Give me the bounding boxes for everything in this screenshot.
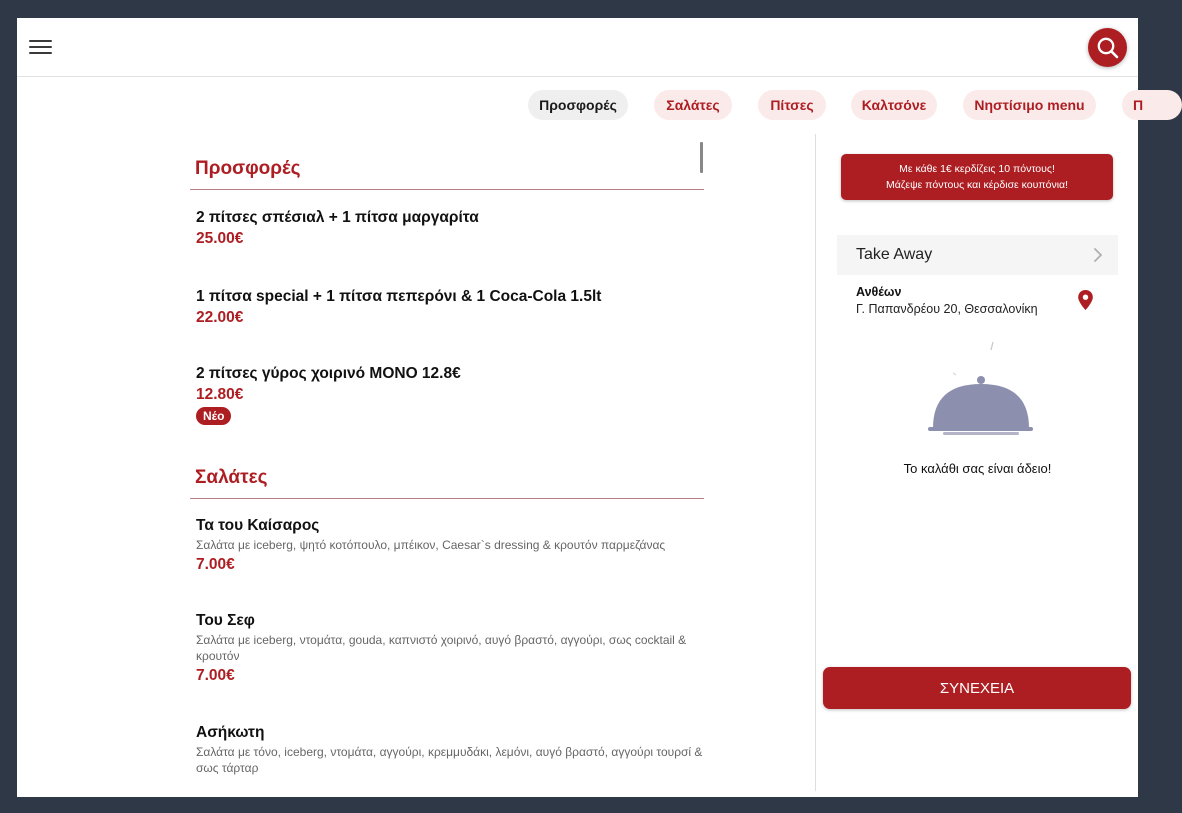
section-header-salads xyxy=(190,467,704,499)
menu-item[interactable] xyxy=(196,724,706,776)
item-name: Του Σεφ xyxy=(196,612,255,629)
empty-cart-cloche-icon xyxy=(923,340,1035,440)
delivery-mode-label: Take Away xyxy=(856,246,933,263)
panel-divider xyxy=(815,134,816,791)
item-price: 7.00€ xyxy=(196,556,235,573)
menu-item[interactable] xyxy=(196,288,706,327)
top-bar xyxy=(17,18,1138,77)
item-name: Ασήκωτη xyxy=(196,724,265,741)
item-description: Σαλάτα με iceberg, ντομάτα, gouda, καπνιστό χοιρινό, αυγό βραστό, αγγούρι, σως cocktail & κρουτόν xyxy=(196,633,687,663)
item-price: 12.80€ xyxy=(196,386,244,403)
tab-calzone[interactable]: Καλτσόνε xyxy=(851,90,937,120)
item-price: 25.00€ xyxy=(196,230,244,247)
item-price: 7.00€ xyxy=(196,667,235,684)
item-name: 1 πίτσα special + 1 πίτσα πεπερόνι & 1 Coca-Cola 1.5lt xyxy=(196,288,602,305)
section-title: Προσφορές xyxy=(195,158,301,179)
category-tabs xyxy=(17,90,1144,122)
item-name: 2 πίτσες γύρος χοιρινό ΜΟΝΟ 12.8€ xyxy=(196,365,461,382)
tab-pizzas[interactable]: Πίτσες xyxy=(758,90,826,120)
empty-cart-message: Το καλάθι σας είναι άδειο! xyxy=(903,461,1052,476)
menu-item[interactable] xyxy=(196,517,706,574)
item-description: Σαλάτα με iceberg, ψητό κοτόπουλο, μπέικον, Caesar`s dressing & κρουτόν παρμεζάνας xyxy=(196,538,666,552)
section-header-offers xyxy=(190,158,704,190)
store-address: Γ. Παπανδρέου 20, Θεσσαλονίκη xyxy=(856,302,1038,316)
map-pin-icon[interactable] xyxy=(1077,289,1094,311)
app-window xyxy=(17,18,1144,797)
search-button[interactable] xyxy=(1088,28,1127,67)
menu-item[interactable] xyxy=(196,365,706,425)
tab-next[interactable]: Π xyxy=(1122,90,1182,120)
tab-salads[interactable]: Σαλάτες xyxy=(654,90,732,120)
section-title: Σαλάτες xyxy=(195,467,268,488)
tab-offers[interactable]: Προσφορές xyxy=(528,90,628,120)
delivery-mode-selector[interactable] xyxy=(837,235,1118,275)
search-icon xyxy=(1096,36,1120,60)
item-name: 2 πίτσες σπέσιαλ + 1 πίτσα μαργαρίτα xyxy=(196,209,479,226)
loyalty-text-line1: Με κάθε 1€ κερδίζεις 10 πόντους! xyxy=(899,163,1055,175)
store-name: Ανθέων xyxy=(856,285,902,299)
item-name: Τα του Καίσαρος xyxy=(196,517,320,534)
item-description: Σαλάτα με τόνο, iceberg, ντομάτα, αγγούρι, κρεμμυδάκι, λεμόνι, αυγό βραστό, αγγούρι τουρσί & σως τάρταρ xyxy=(196,745,703,775)
item-price: 22.00€ xyxy=(196,309,244,326)
continue-button[interactable]: ΣΥΝΕΧΕΙΑ xyxy=(823,667,1131,709)
new-badge: Νέο xyxy=(196,407,231,425)
menu-item[interactable] xyxy=(196,612,706,685)
loyalty-banner xyxy=(841,154,1113,200)
loyalty-text-line2: Μάζεψε πόντους και κέρδισε κουπόνια! xyxy=(885,179,1069,191)
chevron-right-icon xyxy=(1093,247,1103,263)
menu-item[interactable] xyxy=(196,209,706,248)
tab-lenten-menu[interactable]: Νηστίσιμο menu xyxy=(963,90,1096,120)
hamburger-icon[interactable] xyxy=(29,40,53,56)
menu-list xyxy=(190,138,706,797)
